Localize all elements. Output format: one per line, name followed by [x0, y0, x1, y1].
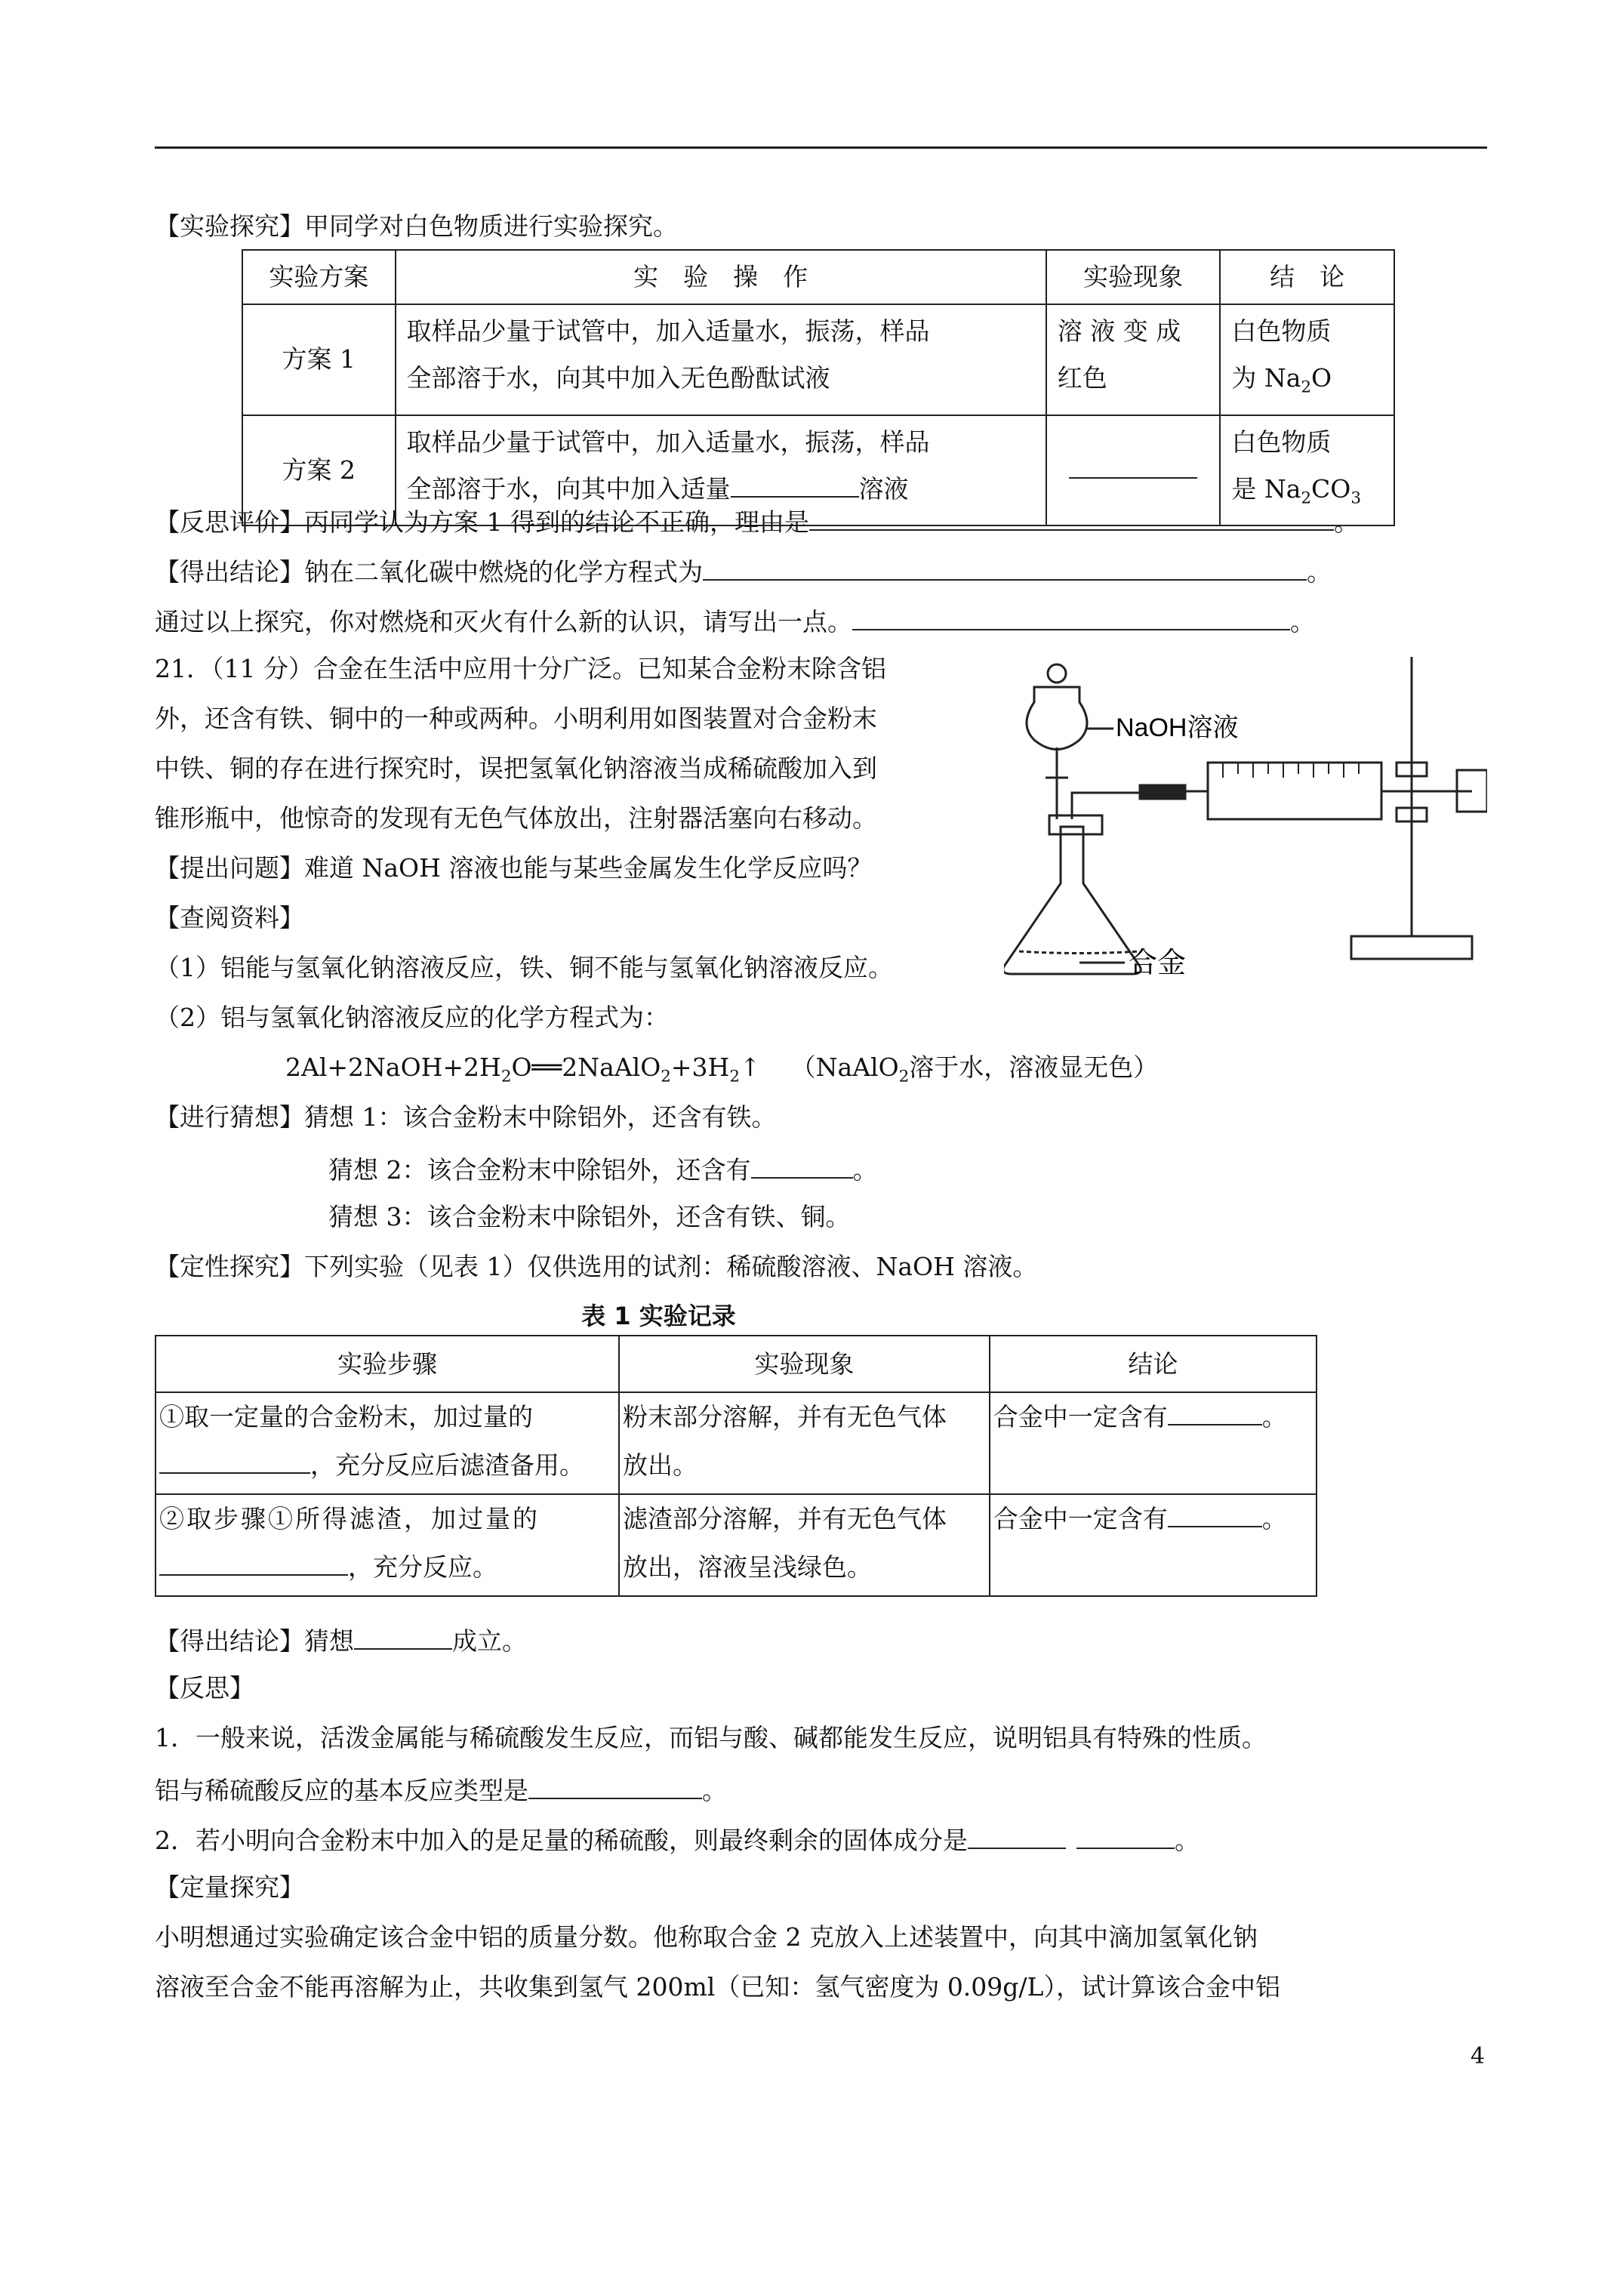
t2-r1-step-line1: ①取一定量的合金粉末，加过量的 — [159, 1402, 533, 1432]
t2-row1-conclusion — [990, 1392, 1317, 1494]
guess2-blank[interactable] — [751, 1152, 853, 1179]
reference-2: （2）铝与氢氧化钠溶液反应的化学方程式为： — [155, 1003, 669, 1032]
reason-blank[interactable] — [809, 504, 1334, 531]
period: 。 — [702, 1776, 727, 1805]
period: 。 — [852, 1155, 878, 1185]
phenomenon-blank[interactable] — [1069, 452, 1197, 479]
t2-header-step: 实验步骤 — [156, 1336, 619, 1392]
period: 。 — [1333, 507, 1359, 537]
syringe-barrel-icon — [1208, 763, 1381, 819]
eq-note: 溶于水，溶液显无色） — [909, 1052, 1159, 1082]
question-line: 【提出问题】难道 NaOH 溶液也能与某些金属发生化学反应吗？ — [155, 853, 873, 883]
t2-r1-ph-line2: 放出。 — [623, 1450, 698, 1480]
eq-subscript: 2 — [661, 1067, 671, 1086]
t2-r2-step-line1: ②取步骤①所得滤渣，加过量的 — [159, 1504, 540, 1533]
reaction-type-blank[interactable] — [528, 1773, 702, 1799]
conclusion1-line — [155, 554, 1332, 587]
t1-row1-op-line1: 取样品少量于试管中，加入适量水，振荡，样品 — [406, 316, 930, 346]
t1-row1-ph-line1: 溶 液 变 成 — [1057, 316, 1181, 346]
period: 。 — [1261, 1504, 1287, 1533]
q21-line3: 中铁、铜的存在进行探究时，误把氢氧化钠溶液当成稀硫酸加入到 — [155, 754, 877, 783]
guess2-text: 猜想 2：该合金粉末中除铝外，还含有 — [328, 1155, 751, 1185]
reagent2-blank[interactable] — [159, 1549, 348, 1576]
t1-row1-conclusion — [1220, 304, 1394, 415]
q21-line1: 21．（11 分）合金在生活中应用十分广泛。已知某合金粉末除含铝 — [155, 654, 886, 683]
insight-blank[interactable] — [852, 604, 1290, 630]
t1-row2-op-line1: 取样品少量于试管中，加入适量水，振荡，样品 — [406, 427, 930, 457]
t2-row2-step — [156, 1494, 619, 1596]
metal1-blank[interactable] — [1168, 1399, 1262, 1425]
t1-header-conclusion: 结 论 — [1220, 250, 1394, 304]
stand-base-icon — [1351, 936, 1472, 959]
quant-line2: 溶液至合金不能再溶解为止，共收集到氢气 200ml（已知：氢气密度为 0.09g/L），试计算该合金中铝 — [155, 1972, 1280, 2002]
conclusion1-text: 【得出结论】钠在二氧化碳中燃烧的化学方程式为 — [155, 557, 703, 587]
quant-line1: 小明想通过实验确定该合金中铝的质量分数。他称取合金 2 克放入上述装置中，向其中滴加氢氧化钠 — [155, 1922, 1258, 1952]
t2-r2-ph-line1: 滤渣部分溶解，并有无色气体 — [623, 1504, 947, 1533]
t2-row1-step — [156, 1392, 619, 1494]
t2-row2-phenomenon — [619, 1494, 990, 1596]
reagent1-blank[interactable] — [159, 1447, 310, 1474]
t1-row1-con-line1: 白色物质 — [1231, 316, 1332, 346]
t2-r1-con-line — [993, 1393, 1313, 1441]
guess-3: 猜想 3：该合金粉末中除铝外，还含有铁、铜。 — [328, 1202, 851, 1231]
period: 。 — [1290, 607, 1315, 636]
funnel-stopper-icon — [1048, 664, 1066, 683]
formula-part: 为 Na — [1231, 363, 1301, 393]
experiment-table-1 — [242, 249, 1395, 526]
solid1-blank[interactable] — [968, 1823, 1066, 1849]
con-text: 合金中一定含有 — [993, 1402, 1168, 1432]
t1-row1-scheme: 方案 1 — [242, 304, 396, 415]
t1-row1-phenomenon — [1046, 304, 1221, 415]
equation-blank[interactable] — [703, 554, 1307, 581]
t1-header-phenomenon: 实验现象 — [1046, 250, 1221, 304]
eq-part: +3H — [670, 1052, 730, 1082]
t2-r2-step-line2 — [159, 1543, 615, 1592]
reagent-blank[interactable] — [731, 471, 859, 498]
op-text: 全部溶于水，向其中加入适量 — [406, 473, 731, 504]
eq-subscript: 2 — [898, 1067, 910, 1086]
formula-subscript: 3 — [1350, 488, 1361, 508]
t2-r1-step-line2 — [159, 1441, 615, 1490]
q21-line4: 锥形瓶中，他惊奇的发现有无色气体放出，注射器活塞向右移动。 — [155, 803, 877, 833]
reflect2-item2 — [155, 1823, 1200, 1856]
reflect2-title: 【反思】 — [155, 1673, 254, 1703]
header-rule — [155, 146, 1487, 149]
conc2-text: 成立。 — [452, 1626, 527, 1656]
formula-subscript: 2 — [1301, 378, 1312, 397]
conc2-text: 【得出结论】猜想 — [155, 1626, 354, 1656]
reflect2-item1-line1: 1．一般来说，活泼金属能与稀硫酸发生反应，而铝与酸、碱都能发生反应，说明铝具有特殊的性质。 — [155, 1723, 1267, 1752]
reflect-text: 【反思评价】丙同学认为方案 1 得到的结论不正确，理由是 — [155, 507, 809, 537]
reference-title: 【查阅资料】 — [155, 903, 304, 932]
funnel-bulb-icon — [1027, 687, 1087, 750]
metal2-blank[interactable] — [1168, 1501, 1262, 1527]
t2-row1-phenomenon — [619, 1392, 990, 1494]
step-text: ，充分反应后滤渣备用。 — [310, 1450, 584, 1480]
gas-arrow: ↑ — [739, 1052, 761, 1082]
step-text: ，充分反应。 — [348, 1552, 497, 1582]
t2-row2-conclusion — [990, 1494, 1317, 1596]
eq-note: （NaAlO — [790, 1052, 899, 1082]
insight-line — [155, 604, 1315, 637]
insight-text: 通过以上探究，你对燃烧和灭火有什么新的认识，请写出一点。 — [155, 607, 852, 636]
reflect2-item1-line2 — [155, 1773, 727, 1806]
t2-header-phenomenon: 实验现象 — [619, 1336, 990, 1392]
t1-row2-con-line1: 白色物质 — [1231, 427, 1332, 457]
intro-line: 【实验探究】甲同学对白色物质进行实验探究。 — [155, 211, 678, 241]
t1-row1-ph-line2: 红色 — [1057, 363, 1107, 393]
experiment-table-2 — [155, 1335, 1317, 1597]
formula-subscript: 2 — [1301, 488, 1312, 508]
quant-title: 【定量探究】 — [155, 1872, 304, 1902]
con-text: 合金中一定含有 — [993, 1504, 1168, 1533]
formula-part: CO — [1311, 473, 1351, 504]
period: 。 — [1307, 557, 1332, 587]
r1-text: 铝与稀硫酸反应的基本反应类型是 — [155, 1776, 528, 1805]
alloy-label: 合金 — [1129, 948, 1187, 979]
period: 。 — [1261, 1402, 1287, 1432]
t2-header-conclusion: 结论 — [990, 1336, 1317, 1392]
page-number: 4 — [1471, 2043, 1486, 2069]
t2-r2-con-line — [993, 1495, 1313, 1543]
guess-2 — [328, 1152, 878, 1185]
q21-line2: 外，还含有铁、铜中的一种或两种。小明利用如图装置对合金粉末 — [155, 704, 877, 733]
t1-header-scheme: 实验方案 — [242, 250, 396, 304]
r2-text: 2．若小明向合金粉末中加入的是足量的稀硫酸，则最终剩余的固体成分是 — [155, 1826, 968, 1855]
eq-subscript: 2 — [500, 1067, 512, 1086]
formula-part: 是 Na — [1231, 473, 1301, 504]
solid2-blank[interactable] — [1076, 1823, 1175, 1849]
eq-part: O══2NaAlO — [511, 1052, 661, 1082]
reaction-equation — [285, 1052, 1158, 1086]
t2-r2-ph-line2: 放出，溶液呈浅绿色。 — [623, 1552, 873, 1582]
naoh-label: NaOH溶液 — [1116, 713, 1239, 742]
formula-part: O — [1311, 363, 1332, 393]
qualitative-line: 【定性探究】下列实验（见表 1）仅供选用的试剂：稀硫酸溶液、NaOH 溶液。 — [155, 1252, 1038, 1281]
t1-row1-op-line2: 全部溶于水，向其中加入无色酚酞试液 — [406, 363, 830, 393]
guess-number-blank[interactable] — [354, 1623, 452, 1650]
t1-row1-operation — [396, 304, 1046, 415]
eq-subscript: 2 — [729, 1067, 740, 1086]
reflect-line — [155, 504, 1359, 538]
t2-r1-ph-line1: 粉末部分溶解，并有无色气体 — [623, 1402, 947, 1432]
op-text: 溶液 — [858, 473, 909, 504]
conclusion2-line — [155, 1623, 527, 1657]
period: 。 — [1175, 1826, 1200, 1855]
table2-caption: 表 1 实验记录 — [581, 1302, 736, 1330]
t1-header-operation: 实 验 操 作 — [396, 250, 1046, 304]
eq-part: 2Al+2NaOH+2H — [285, 1052, 501, 1082]
t1-row1-con-line2 — [1231, 355, 1383, 411]
guess-1: 【进行猜想】猜想 1：该合金粉末中除铝外，还含有铁。 — [155, 1102, 777, 1132]
t1-row2-scheme: 方案 2 — [242, 415, 396, 526]
apparatus-figure — [1004, 657, 1487, 997]
reference-1: （1）铝能与氢氧化钠溶液反应，铁、铜不能与氢氧化钠溶液反应。 — [155, 953, 893, 982]
